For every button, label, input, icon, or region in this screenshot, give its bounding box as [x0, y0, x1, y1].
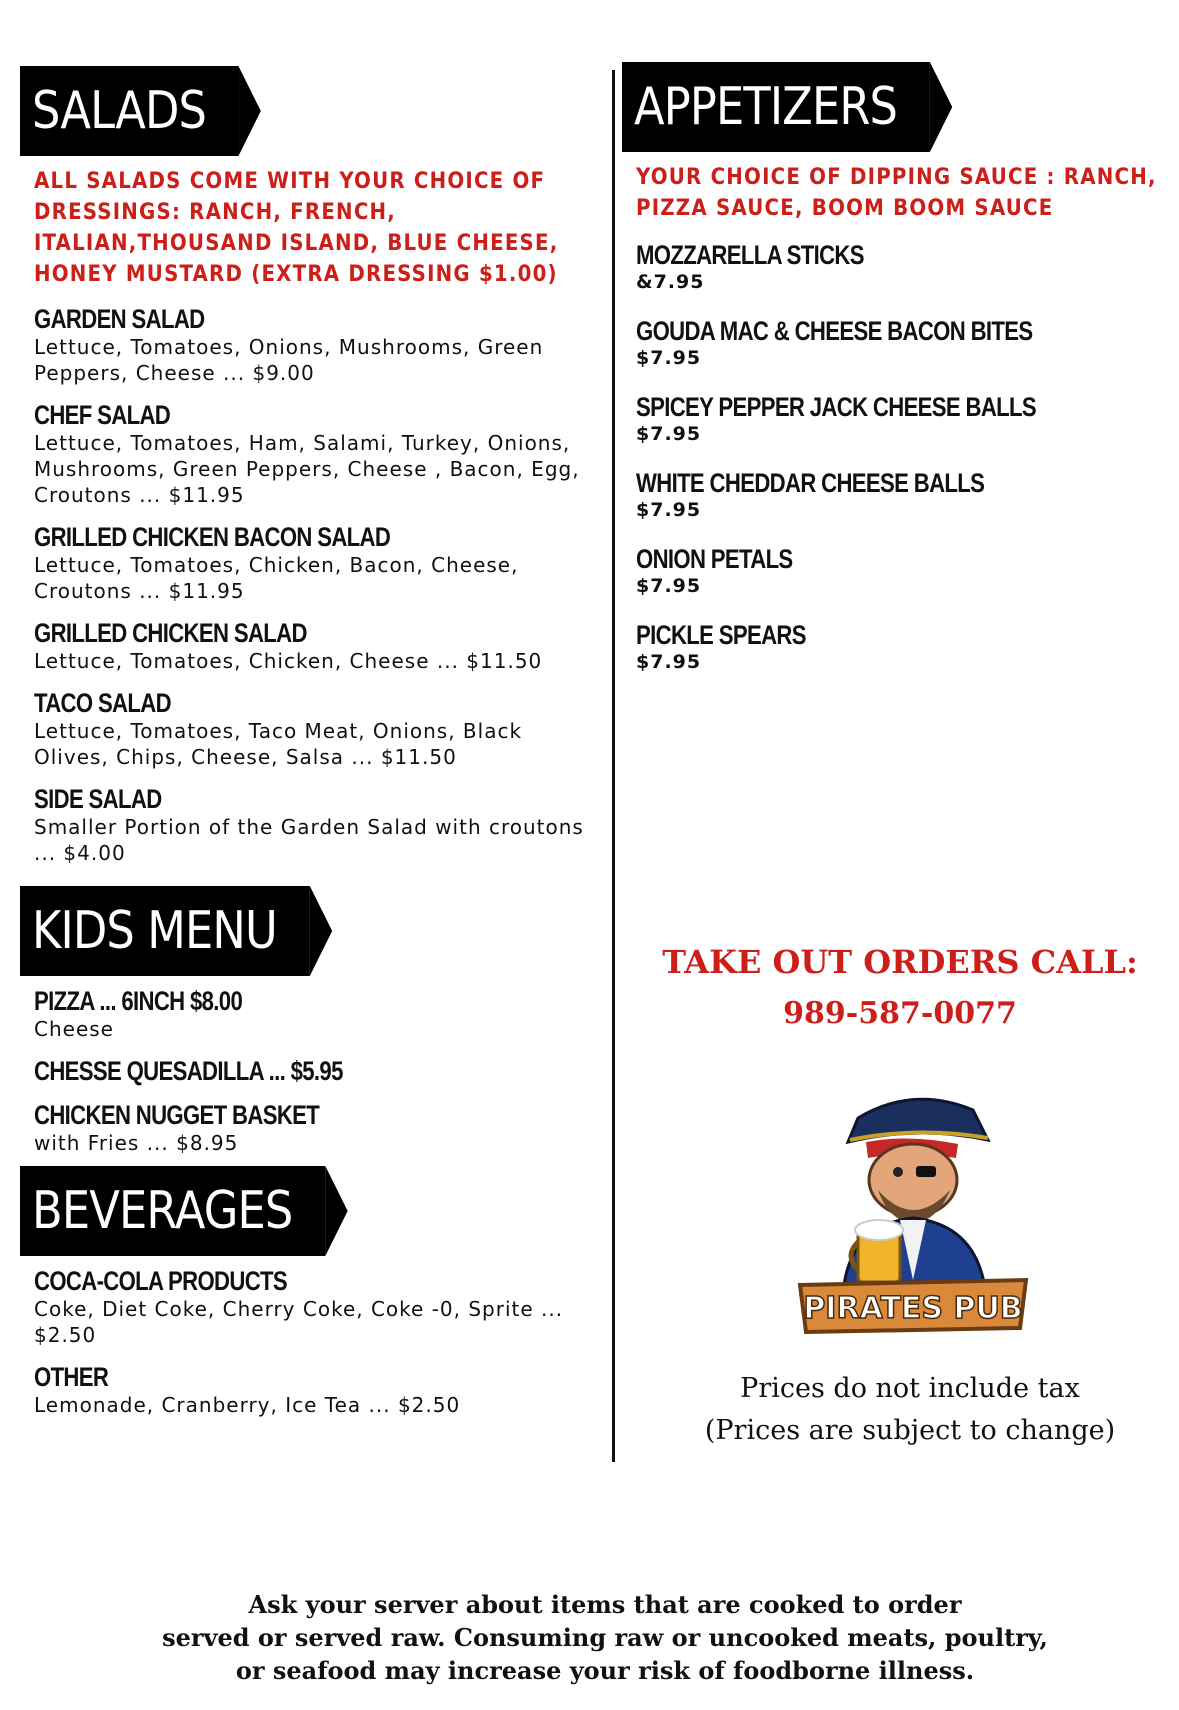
item-name: TACO SALAD [34, 688, 171, 718]
item-description: Smaller Portion of the Garden Salad with croutons ... $4.00 [34, 815, 584, 865]
kids-menu-banner: KIDS MENU [20, 886, 310, 976]
menu-item [34, 1056, 600, 1086]
takeout-phone[interactable]: 989-587-0077 [783, 996, 1017, 1031]
logo-text: PIRATES PUB [803, 1291, 1023, 1326]
menu-item [636, 392, 1162, 446]
price-change-note-line: (Prices are subject to change) [704, 1415, 1116, 1446]
disclaimer-line: Ask your server about items that are cooked to order [248, 1590, 962, 1619]
item-description: with Fries ... $8.95 [34, 1131, 239, 1155]
item-price: $7.95 [636, 423, 702, 445]
tax-note [640, 1368, 1179, 1452]
menu-item [34, 688, 600, 770]
appetizers-sauce-note: YOUR CHOICE OF DIPPING SAUCE : RANCH, PIZZA SAUCE, BOOM BOOM SAUCE [636, 165, 1157, 221]
item-description: Cheese [34, 1017, 114, 1041]
item-name: SIDE SALAD [34, 784, 162, 814]
item-name: PICKLE SPEARS [636, 620, 806, 650]
item-price: &7.95 [636, 271, 705, 293]
item-name: CHESSE QUESADILLA ... $5.95 [34, 1056, 343, 1086]
item-name: GOUDA MAC & CHEESE BACON BITES [636, 316, 1033, 346]
menu-item [34, 400, 600, 508]
right-column [622, 62, 1162, 674]
item-description: Lemonade, Cranberry, Ice Tea ... $2.50 [34, 1393, 461, 1417]
item-description: Lettuce, Tomatoes, Ham, Salami, Turkey, Onions, Mushrooms, Green Peppers, Cheese , Bacon, Egg, Croutons ... $11.95 [34, 431, 580, 507]
menu-item [636, 620, 1162, 674]
item-description: Lettuce, Tomatoes, Chicken, Cheese ... $11.50 [34, 649, 543, 673]
menu-item [34, 618, 600, 674]
item-name: GARDEN SALAD [34, 304, 205, 334]
menu-item [34, 1100, 600, 1156]
item-name: GRILLED CHICKEN BACON SALAD [34, 522, 391, 552]
item-description: Coke, Diet Coke, Cherry Coke, Coke -0, Sprite ... $2.50 [34, 1297, 564, 1347]
item-name: OTHER [34, 1362, 109, 1392]
item-price: $7.95 [636, 651, 702, 673]
item-price: $7.95 [636, 347, 702, 369]
disclaimer-line: served or served raw. Consuming raw or uncooked meats, poultry, [162, 1623, 1048, 1652]
item-name: CHICKEN NUGGET BASKET [34, 1100, 320, 1130]
pirate-mascot-icon [788, 1080, 1038, 1340]
item-description: Lettuce, Tomatoes, Chicken, Bacon, Cheese, Croutons ... $11.95 [34, 553, 519, 603]
menu-item [636, 468, 1162, 522]
item-name: COCA-COLA PRODUCTS [34, 1266, 288, 1296]
takeout-block [620, 940, 1179, 1036]
beverages-section [20, 1166, 600, 1418]
appetizers-banner: APPETIZERS [622, 62, 930, 152]
tax-note-line: Prices do not include tax [740, 1373, 1080, 1404]
salads-section [20, 66, 600, 866]
salads-banner: SALADS [20, 66, 239, 156]
item-name: ONION PETALS [636, 544, 793, 574]
kids-menu-section [20, 886, 600, 1156]
menu-item [34, 522, 600, 604]
item-name: PIZZA ... 6INCH $8.00 [34, 986, 243, 1016]
pirates-pub-logo [788, 1080, 1038, 1340]
beverages-banner: BEVERAGES [20, 1166, 325, 1256]
menu-item [34, 304, 600, 386]
disclaimer-line: or seafood may increase your risk of foodborne illness. [235, 1656, 975, 1685]
item-price: $7.95 [636, 575, 702, 597]
menu-item [34, 1362, 600, 1418]
menu-item [636, 544, 1162, 598]
left-column [20, 66, 600, 1418]
column-divider [612, 70, 615, 1462]
menu-item [34, 986, 600, 1042]
item-name: SPICEY PEPPER JACK CHEESE BALLS [636, 392, 1037, 422]
item-description: Lettuce, Tomatoes, Onions, Mushrooms, Green Peppers, Cheese ... $9.00 [34, 335, 544, 385]
takeout-label: TAKE OUT ORDERS CALL: [662, 943, 1138, 981]
menu-item [34, 1266, 600, 1348]
item-name: MOZZARELLA STICKS [636, 240, 864, 270]
menu-item [636, 316, 1162, 370]
item-price: $7.95 [636, 499, 702, 521]
food-safety-disclaimer [60, 1588, 1150, 1687]
menu-item [636, 240, 1162, 294]
item-description: Lettuce, Tomatoes, Taco Meat, Onions, Black Olives, Chips, Cheese, Salsa ... $11.50 [34, 719, 523, 769]
item-name: CHEF SALAD [34, 400, 171, 430]
item-name: GRILLED CHICKEN SALAD [34, 618, 307, 648]
item-name: WHITE CHEDDAR CHEESE BALLS [636, 468, 985, 498]
salads-dressing-note: ALL SALADS COME WITH YOUR CHOICE OF DRESSINGS: RANCH, FRENCH, ITALIAN,THOUSAND ISLAND, BLUE CHEESE, HONEY MUSTARD (EXTRA DRESSING $1.00) [34, 169, 559, 287]
menu-item [34, 784, 600, 866]
